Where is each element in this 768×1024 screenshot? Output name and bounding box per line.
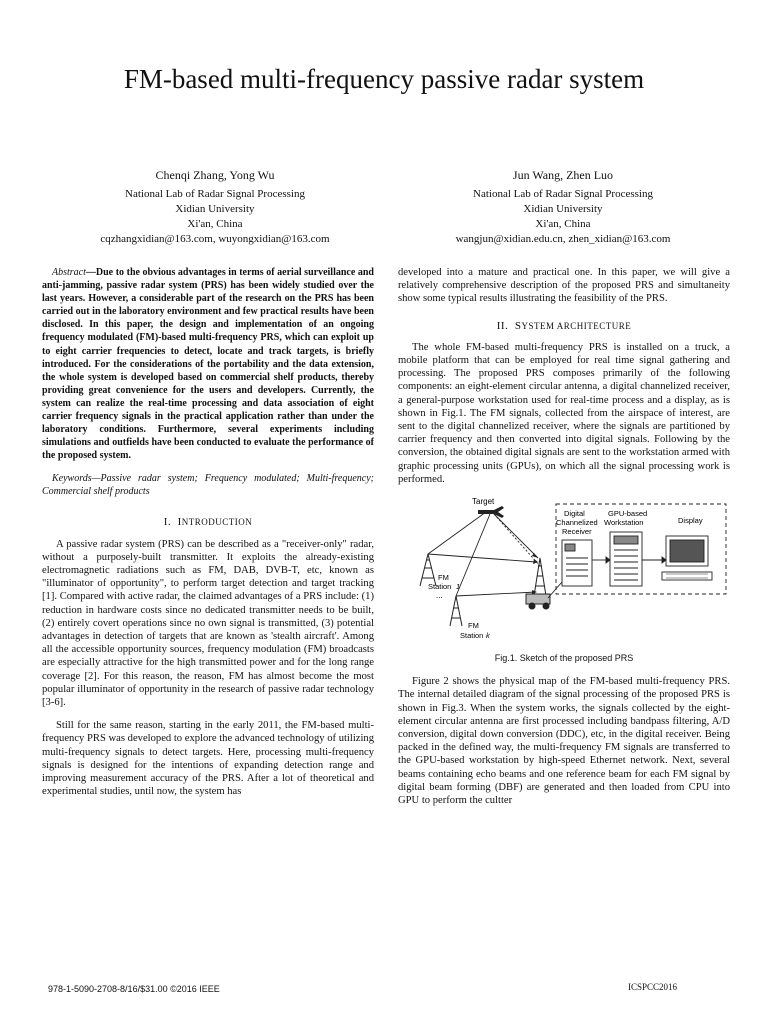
paragraph-arch-1: The whole FM-based multi-frequency PRS is installed on a truck, a mobile platform that can be employed for real time signal gathering and processing. The proposed PRS composes primarily of the following components: an eight-element circular antenna, a digital channelized receiver, a general-purpose workstation used for real-time process and a display, as is shown in Fig.1. The FM signals, collected from the airspace of interest, are sent to the digital channelized receiver, where the signals are partitioned by carrier frequency and then converted into digital signals. Following by the conversion, the obtained digital signals are sent to the workstation armed with graphic processing units (GPUs), on which all the signal processing work is performed. <box>398 341 730 485</box>
paragraph-intro-2: Still for the same reason, starting in the early 2011, the FM-based multi-frequency PRS was developed to explore the advanced technology of utilizing multi-frequency signals to detect targets. Here, processing multi-frequency signals is designed for the intentions of expanding detection range and improving measurement accuracy of the PRS. After a lot of theoretical and experimental studies, until now, the system has <box>42 720 374 798</box>
paper-title: FM-based multi-frequency passive radar system <box>123 64 645 94</box>
author-university: Xidian University <box>523 203 603 215</box>
fm-station-k-icon <box>450 596 462 626</box>
section-number: I. <box>163 516 172 529</box>
label-fm-station-ka: FM <box>468 621 479 631</box>
figure-1 <box>398 496 730 646</box>
digital-receiver-icon <box>562 540 592 586</box>
label-workstation-line2: Workstation <box>604 518 644 528</box>
gpu-workstation-icon <box>610 532 642 586</box>
section-heading-introduction <box>42 516 374 529</box>
author-location: Xi'an, China <box>535 218 591 230</box>
author-names: Jun Wang, Zhen Luo <box>512 168 614 182</box>
left-column <box>42 266 374 808</box>
section-heading-system-architecture <box>398 320 730 333</box>
figure-1-caption: Fig.1. Sketch of the proposed PRS <box>494 653 634 664</box>
author-email: cqzhangxidian@163.com, wuyongxidian@163.com <box>100 233 330 245</box>
abstract-label: Abstract <box>52 267 86 278</box>
prs-sketch-diagram <box>398 496 730 646</box>
label-target: Target <box>472 497 495 507</box>
label-receiver-line1: Digital <box>564 509 585 519</box>
label-receiver-line3: Receiver <box>562 527 592 537</box>
label-receiver-line2: Channelized <box>556 518 598 528</box>
label-fm-station-kb: Station <box>460 631 484 641</box>
section-cap: I <box>177 516 182 529</box>
display-monitor-icon <box>662 536 712 580</box>
author-location: Xi'an, China <box>187 218 243 230</box>
label-dots: ... <box>436 591 443 601</box>
abstract <box>42 266 374 462</box>
author-university: Xidian University <box>175 203 255 215</box>
author-email: wangjun@xidian.edu.cn, zhen_xidian@163.com <box>455 233 671 245</box>
label-fm-station-1b: Station <box>428 582 452 592</box>
label-display: Display <box>678 516 703 526</box>
keywords: Keywords—Passive radar system; Frequency modulated; Multi-frequency; Commercial shelf products <box>42 473 374 498</box>
label-fm-station-1c: 1 <box>456 582 461 592</box>
section-rest: NTRODUCTION <box>181 517 253 528</box>
paragraph-intro-1: A passive radar system (PRS) can be described as a "receiver-only" radar, without a purposely-built transmitter. It exploits the already-existing electromagnetic radiations such as FM, DAB, DVB-T, etc, known as "illuminator of opportunity", to perform target detection and target tracking [1]. Compared with active radar, the claimed advantages of a PRS include: (1) reduction in hardware costs since no dedicated transmitter needs to be built, (2) entirely covert operations since no own signal is transmitted, (3) potential advantages in detection of targets that are known as 'stealth aircraft'. Among all the accessible opportunity sources, frequency modulation (FM) broadcasts are especially attractive for the high transmitted power and for the long range coverage [2]. For this reason, the reason, FM has almost become the most popular illuminator of opportunity in the research of passive radar technology [3-6]. <box>42 538 374 709</box>
author-affiliation: National Lab of Radar Signal Processing <box>473 188 653 200</box>
author-block-right <box>398 168 728 247</box>
label-workstation-line1: GPU-based <box>608 509 648 519</box>
section-number: II. <box>496 319 509 332</box>
abstract-dash: — <box>85 267 96 278</box>
author-affiliation: National Lab of Radar Signal Processing <box>125 188 305 200</box>
section-rest: YSTEM ARCHITECTURE <box>521 320 632 331</box>
label-fm-station-kc: k <box>486 631 490 641</box>
footer-copyright: 978-1-5090-2708-8/16/$31.00 ©2016 IEEE <box>48 984 220 994</box>
label-fm-station-1a: FM <box>438 573 449 583</box>
author-names: Chenqi Zhang, Yong Wu <box>155 168 275 182</box>
target-aircraft-icon <box>478 506 504 518</box>
author-block-left <box>50 168 380 247</box>
section-cap: S <box>514 319 522 332</box>
receiving-antenna-icon <box>526 558 550 609</box>
abstract-text: Due to the obvious advantages in terms of aerial surveillance and anti-jamming, passive radar system (PRS) has been widely studied over the last years. However, a considerable part of the research on the PRS has been carried out in the laboratory environment and few practical results have been disclosed. In this paper, the design and implementation of an ongoing frequency modulated (FM)-based multi-frequency PRS, which can exploit up to eight carrier frequencies to detect, locate and track targets, is briefly introduced. For the considerations of the portability and the data extension, the whole system is developed based on commercial shelf products, thereby providing great convenience for the users and developers. Currently, the system can realize the real-time processing and data association of eight carrier frequency signals in the practical application rather than under the laboratory conditions. Furthermore, several experiments including simulations and outfields have been conducted to evaluate the performance of the proposed system. <box>42 267 374 462</box>
footer-conference: ICSPCC2016 <box>628 982 678 992</box>
paragraph-intro-2-continued: developed into a mature and practical one. In this paper, we will give a relatively comprehensive description of the proposed PRS and simultaneity show some typical results illustrating the feasibility of the PRS. <box>398 267 730 305</box>
paragraph-arch-2: Figure 2 shows the physical map of the FM-based multi-frequency PRS. The internal detailed diagram of the signal processing of the proposed PRS is shown in Fig.3. When the system works, the signals collected by the eight-element circular antenna are first processed including bandpass filtering, A/D conversion, digital down conversion (DDC), etc, in the digital receiver. Being packed in the defined way, the multi-frequency FM signals are transferred to the GPU-based workstation by high-speed Ethernet network. Next, several beams containing echo beams and one reference beam for each FM signal by digital beam forming (DBF) are generated and then loaded from CPU into GPU to perform the cultter <box>398 676 730 807</box>
right-column <box>398 266 730 817</box>
